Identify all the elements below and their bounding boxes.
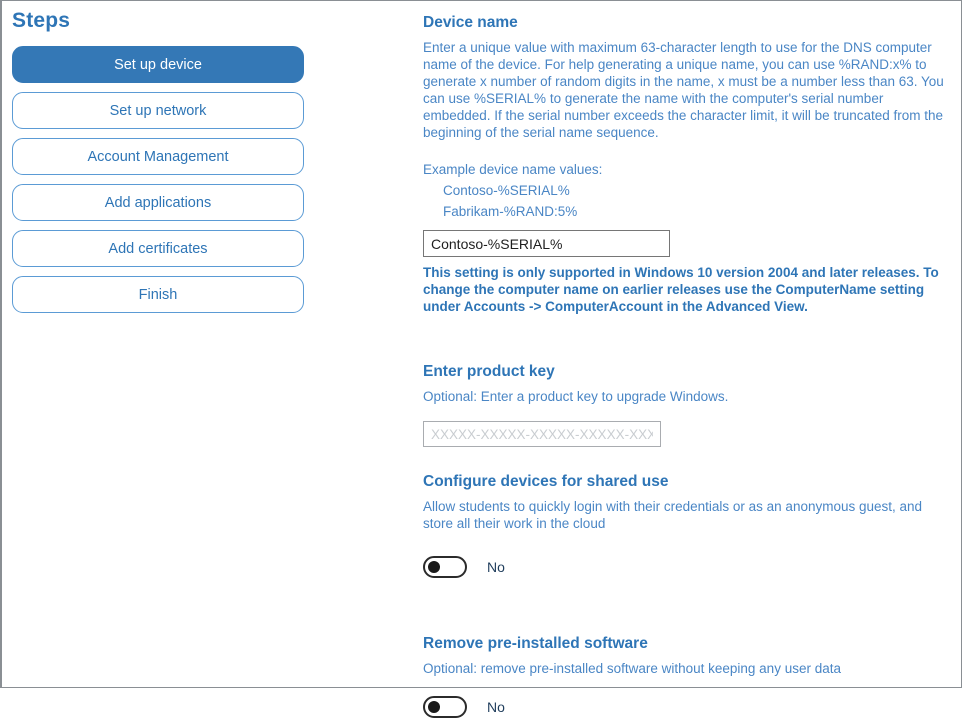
- remove-software-toggle-state: No: [487, 699, 505, 715]
- device-name-section: [423, 14, 953, 315]
- product-key-input[interactable]: [423, 421, 661, 447]
- examples-label: Example device name values:: [423, 162, 603, 177]
- device-name-note: This setting is only supported in Windows 10 version 2004 and later releases. To change the computer name on earlier releases use the ComputerName setting under Accounts -> ComputerAccount in the Advanced View.: [423, 265, 939, 314]
- remove-software-description: Optional: remove pre-installed software without keeping any user data: [423, 661, 841, 676]
- sidebar-item-finish[interactable]: Finish: [12, 276, 304, 313]
- sidebar-item-add-certificates[interactable]: Add certificates: [12, 230, 304, 267]
- sidebar-item-set-up-device[interactable]: Set up device: [12, 46, 304, 83]
- toggle-knob: [428, 561, 440, 573]
- shared-use-title: Configure devices for shared use: [423, 473, 669, 490]
- product-key-title: Enter product key: [423, 363, 555, 380]
- sidebar-item-account-management[interactable]: Account Management: [12, 138, 304, 175]
- set-up-device-panel: [423, 14, 953, 718]
- remove-software-section: [423, 635, 953, 718]
- remove-software-title: Remove pre-installed software: [423, 635, 648, 652]
- product-key-section: [423, 363, 953, 447]
- shared-use-toggle[interactable]: [423, 556, 467, 578]
- example-device-name: Fabrikam-%RAND:5%: [443, 204, 578, 219]
- sidebar-title: Steps: [12, 9, 71, 32]
- sidebar-item-set-up-network[interactable]: Set up network: [12, 92, 304, 129]
- remove-software-toggle[interactable]: [423, 696, 467, 718]
- shared-use-section: [423, 473, 953, 578]
- device-name-input[interactable]: [423, 230, 670, 257]
- device-name-title: Device name: [423, 14, 518, 31]
- example-device-name: Contoso-%SERIAL%: [443, 183, 570, 198]
- sidebar-item-add-applications[interactable]: Add applications: [12, 184, 304, 221]
- toggle-knob: [428, 701, 440, 713]
- product-key-description: Optional: Enter a product key to upgrade Windows.: [423, 389, 729, 404]
- steps-sidebar: [12, 9, 304, 322]
- shared-use-description: Allow students to quickly login with their credentials or as an anonymous guest, and store all their work in the cloud: [423, 499, 923, 531]
- device-name-description: Enter a unique value with maximum 63-character length to use for the DNS computer name of the device. For help generating a unique name, you can use %RAND:x% to generate x number of random digits in the name, x must be a number less than 63. You can use %SERIAL% to generate the name with the computer's serial number embedded. If the serial number exceeds the character limit, it will be truncated from the beginning of the serial name sequence.: [423, 40, 944, 140]
- shared-use-toggle-state: No: [487, 559, 505, 575]
